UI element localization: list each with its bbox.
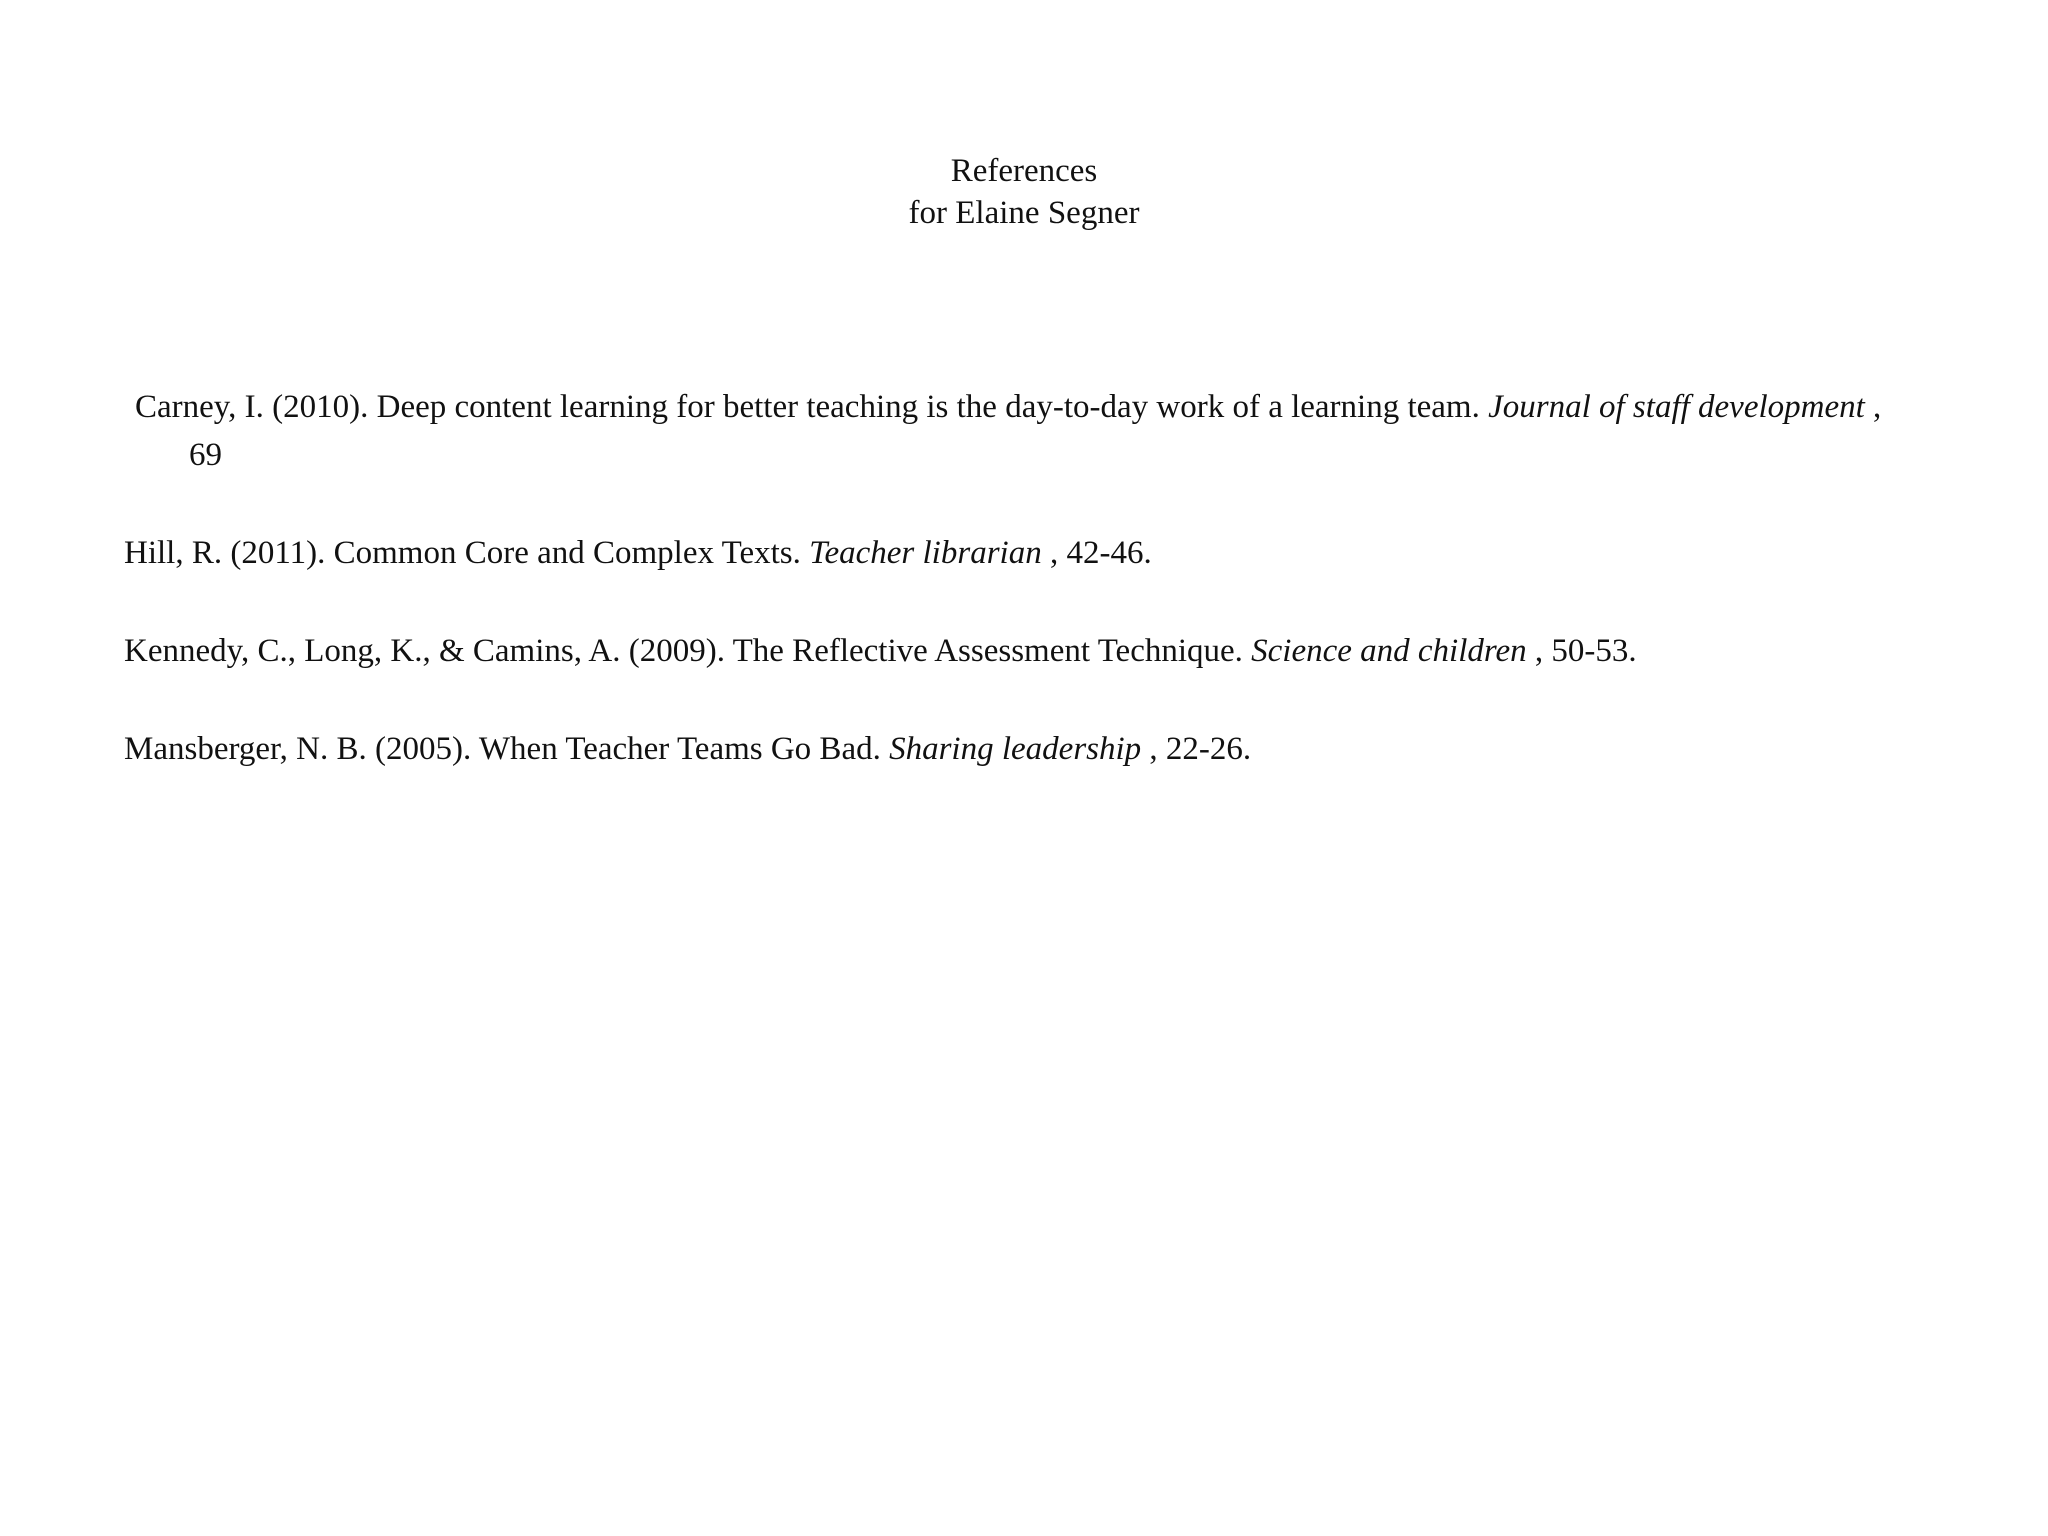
reference-text: Hill, R. (2011). Common Core and Complex Texts. (124, 535, 810, 571)
reference-text: Kennedy, C., Long, K., & Camins, A. (2009). The Reflective Assessment Technique. (124, 633, 1252, 669)
reference-text: Mansberger, N. B. (2005). When Teacher Teams Go Bad. (124, 731, 890, 767)
reference-journal: Journal of staff development (1488, 389, 1865, 425)
reference-journal: Teacher librarian (809, 535, 1042, 571)
reference-item (124, 627, 1884, 675)
reference-item (124, 383, 1884, 479)
reference-list (124, 383, 1884, 773)
page-title: References (950, 153, 1098, 189)
reference-item (124, 725, 1884, 773)
page-subtitle: for Elaine Segner (908, 195, 1140, 231)
reference-item (124, 529, 1884, 577)
reference-journal: Sharing leadership (889, 731, 1142, 767)
reference-pages: , 69 (189, 389, 1882, 473)
reference-journal: Science and children (1251, 633, 1527, 669)
page-title-block (0, 150, 2048, 234)
reference-pages: , 42-46. (1041, 535, 1152, 571)
reference-text: Carney, I. (2010). Deep content learning for better teaching is the day-to-day work of a learning team. (135, 389, 1489, 425)
reference-pages: , 50-53. (1526, 633, 1637, 669)
reference-pages: , 22-26. (1141, 731, 1252, 767)
